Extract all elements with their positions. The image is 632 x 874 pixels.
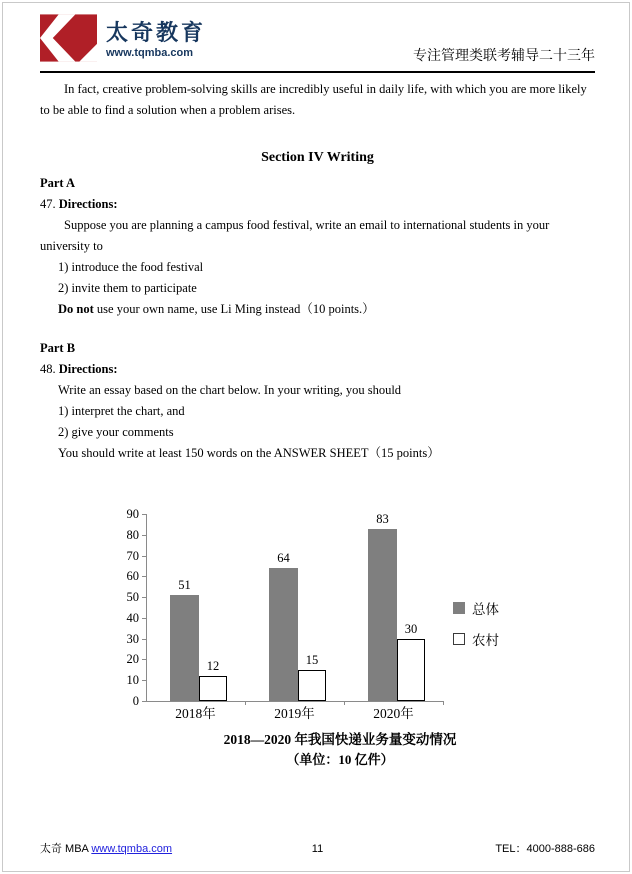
bar-value-label: 51 — [178, 578, 191, 592]
y-tick-label: 90 — [126, 507, 139, 521]
y-axis-tick — [142, 680, 146, 681]
page-footer — [40, 840, 595, 856]
part-a-directions: 47. Directions: — [40, 197, 118, 211]
y-axis-tick — [142, 556, 146, 557]
section-title: Section IV Writing — [261, 150, 374, 165]
page-header — [40, 14, 595, 73]
y-axis-tick — [142, 659, 146, 660]
y-tick-label: 40 — [126, 611, 139, 625]
part-b-body: Write an essay based on the chart below. In your writing, you should — [58, 383, 402, 397]
part-a-note: Do not use your own name, use Li Ming instead（10 points.） — [58, 302, 375, 316]
y-tick-label: 70 — [126, 549, 139, 563]
brand-url: www.tqmba.com — [106, 47, 193, 59]
part-b-directions: 48. Directions: — [40, 362, 118, 376]
bar-series-1 — [170, 595, 199, 701]
part-b-point-2: 2) give your comments — [58, 425, 174, 439]
y-tick-label: 30 — [126, 632, 139, 646]
intro-paragraph: In fact, creative problem-solving skills are incredibly useful in daily life, with which you are more likely to be able to find a solution when a problem arises. — [40, 82, 587, 117]
y-tick-label: 60 — [126, 569, 139, 583]
y-axis-line — [146, 514, 147, 701]
part-b-point-1: 1) interpret the chart, and — [58, 404, 185, 418]
y-tick-label: 50 — [126, 590, 139, 604]
legend-swatch-icon — [453, 633, 465, 645]
chart-caption — [90, 730, 590, 770]
part-a-heading: Part A — [40, 176, 76, 190]
page-number: 11 — [311, 843, 324, 855]
bar-value-label: 30 — [404, 622, 418, 636]
part-b-note: You should write at least 150 words on the ANSWER SHEET（15 points） — [58, 446, 440, 460]
bar-series-2 — [397, 639, 425, 701]
header-tagline: 专注管理类联考辅导二十三年 — [413, 49, 595, 64]
part-a-body: Suppose you are planning a campus food festival, write an email to international students in your university to — [40, 218, 550, 253]
y-axis-tick — [142, 597, 146, 598]
x-axis-tick — [443, 701, 444, 705]
part-a-point-2: 2) invite them to participate — [58, 281, 197, 295]
bar-series-2 — [199, 676, 227, 701]
chart-unit-label: （单位：10 亿件） — [286, 752, 394, 767]
bar-value-label: 64 — [277, 551, 290, 565]
bar-series-1 — [269, 568, 298, 701]
legend-label: 农村 — [472, 633, 499, 648]
y-tick-label: 0 — [132, 694, 139, 708]
part-a-point-1: 1) introduce the food festival — [58, 260, 204, 274]
x-category-label: 2019年 — [274, 706, 315, 721]
header-divider — [40, 71, 595, 73]
y-axis-tick — [142, 618, 146, 619]
y-axis-tick — [142, 639, 146, 640]
part-b-heading: Part B — [40, 341, 76, 355]
bar-series-1 — [368, 529, 397, 701]
part-a-block — [40, 173, 595, 320]
x-category-label: 2020年 — [373, 706, 414, 721]
bar-chart — [95, 506, 555, 726]
brand-logo — [40, 14, 206, 66]
y-axis-tick — [142, 514, 146, 515]
y-tick-label: 80 — [126, 528, 139, 542]
y-axis-tick — [142, 701, 146, 702]
y-axis-tick — [142, 535, 146, 536]
part-b-block — [40, 338, 595, 464]
x-axis-tick — [245, 701, 246, 705]
taiqi-logo-icon — [40, 14, 97, 67]
x-category-label: 2018年 — [175, 706, 216, 721]
brand-name: 太奇教育 — [106, 20, 207, 45]
footer-link[interactable]: www.tqmba.com — [91, 843, 173, 855]
bar-series-2 — [298, 670, 326, 701]
y-tick-label: 10 — [126, 673, 139, 687]
footer-left: 太奇 MBA www.tqmba.com — [40, 843, 173, 855]
bar-value-label: 15 — [305, 653, 319, 667]
x-axis-line — [146, 701, 444, 702]
y-tick-label: 20 — [126, 652, 139, 666]
y-axis-tick — [142, 576, 146, 577]
bar-value-label: 12 — [206, 659, 220, 673]
x-axis-tick — [344, 701, 345, 705]
legend-swatch-icon — [453, 602, 465, 614]
footer-tel: TEL：4000-888-686 — [495, 843, 595, 855]
legend-label: 总体 — [472, 602, 499, 617]
chart-block — [40, 506, 595, 770]
bar-value-label: 83 — [376, 512, 389, 526]
chart-legend — [453, 598, 499, 660]
chart-title: 2018—2020 年我国快递业务量变动情况 — [223, 732, 457, 747]
legend-item — [453, 598, 499, 618]
legend-item — [453, 629, 499, 649]
